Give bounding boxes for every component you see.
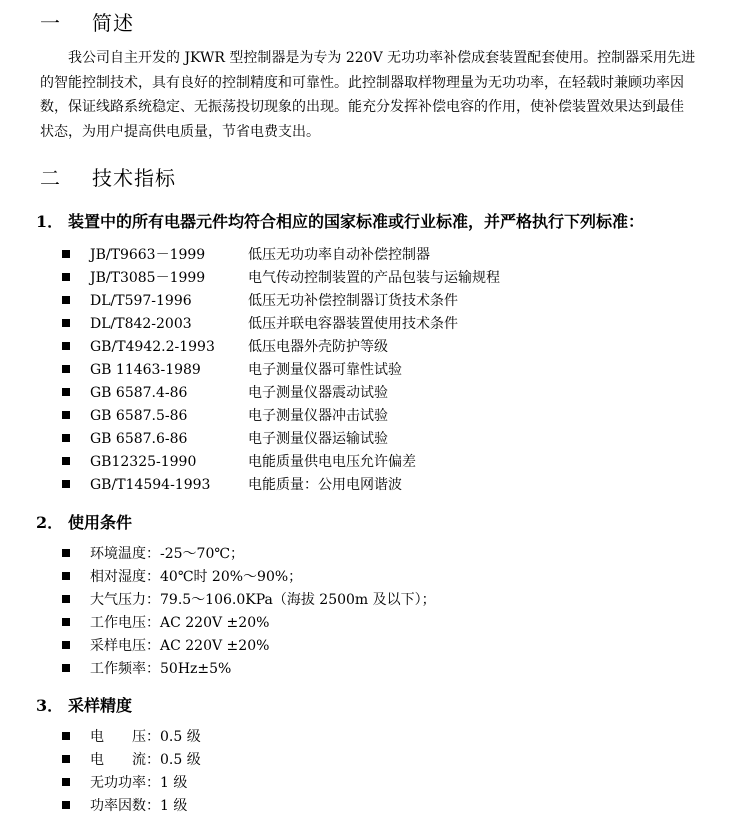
list-item [62, 337, 388, 357]
list-item [62, 406, 388, 426]
bullet-square-icon [62, 618, 70, 626]
list-item [62, 590, 436, 610]
standard-description: 电子测量仪器震动试验 [248, 385, 388, 401]
subsection-1-heading [36, 209, 644, 232]
standard-description: 低压并联电容器装置使用技术条件 [248, 316, 458, 332]
accuracy-text: 电 压：0.5 级 [90, 729, 201, 745]
condition-text: 工作频率：50Hz±5% [90, 661, 232, 677]
section-2-title: 技术指标 [92, 166, 176, 190]
intro-paragraph [40, 46, 696, 144]
list-item [62, 268, 500, 288]
list-item [62, 245, 430, 265]
subsection-3-heading [36, 693, 132, 716]
list-item [62, 750, 201, 770]
bullet-square-icon [62, 250, 70, 258]
bullet-square-icon [62, 388, 70, 396]
standard-code: DL/T842-2003 [90, 316, 192, 332]
bullet-square-icon [62, 755, 70, 763]
standard-code: GB 11463-1989 [90, 362, 201, 378]
bullet-square-icon [62, 365, 70, 373]
list-item [62, 429, 388, 449]
bullet-square-icon [62, 457, 70, 465]
standard-code: GB12325-1990 [90, 454, 197, 470]
bullet-square-icon [62, 549, 70, 557]
standard-code: GB/T4942.2-1993 [90, 339, 215, 355]
bullet-square-icon [62, 641, 70, 649]
list-item [62, 613, 269, 633]
bullet-square-icon [62, 296, 70, 304]
subsection-1-number: 1． [36, 212, 64, 231]
standard-description: 电子测量仪器冲击试验 [248, 408, 388, 424]
condition-text: 相对湿度：40℃时 20%～90%； [90, 569, 303, 585]
standard-code: GB/T14594-1993 [90, 477, 211, 493]
list-item [62, 452, 416, 472]
standard-code: DL/T597-1996 [90, 293, 192, 309]
standard-code: JB/T9663－1999 [90, 247, 206, 263]
standard-code: GB 6587.4-86 [90, 385, 188, 401]
standard-code: JB/T3085－1999 [90, 270, 206, 286]
condition-text: 采样电压：AC 220V ±20% [90, 638, 270, 654]
subsection-2-heading [36, 510, 132, 533]
bullet-square-icon [62, 319, 70, 327]
list-item [62, 291, 458, 311]
list-item [62, 475, 402, 495]
accuracy-text: 功率因数：1 级 [90, 798, 188, 814]
accuracy-text: 无功功率：1 级 [90, 775, 188, 791]
bullet-square-icon [62, 480, 70, 488]
intro-paragraph-text: 我公司自主开发的 JKWR 型控制器是为专为 220V 无功功率补偿成套装置配套使用。控制器采用先进的智能控制技术，具有良好的控制精度和可靠性。此控制器取样物理量为无功功率，在轻载时兼顾功率因数，保证线路系统稳定、无振荡投切现象的出现。能充分发挥补偿电容的作用，使补偿装置效果达到最佳状态，为用户提高供电质量，节省电费支出。 [40, 50, 696, 140]
standard-description: 电能质量供电电压允许偏差 [248, 454, 416, 470]
bullet-square-icon [62, 595, 70, 603]
condition-text: 工作电压：AC 220V ±20% [90, 615, 270, 631]
subsection-2-number: 2． [36, 513, 64, 532]
list-item [62, 314, 458, 334]
list-item [62, 636, 269, 656]
bullet-square-icon [62, 801, 70, 809]
standard-description: 电子测量仪器运输试验 [248, 431, 388, 447]
condition-text: 环境温度：-25～70℃； [90, 546, 245, 562]
bullet-square-icon [62, 411, 70, 419]
standard-description: 电气传动控制装置的产品包装与运输规程 [248, 270, 500, 286]
section-2-heading [40, 162, 176, 191]
accuracy-text: 电 流：0.5 级 [90, 752, 201, 768]
section-2-number: 二 [40, 166, 61, 190]
section-1-number: 一 [40, 11, 61, 35]
standard-description: 低压无功功率自动补偿控制器 [248, 247, 430, 263]
standard-description: 低压电器外壳防护等级 [248, 339, 388, 355]
list-item [62, 567, 302, 587]
subsection-3-number: 3． [36, 696, 64, 715]
standard-code: GB 6587.6-86 [90, 431, 188, 447]
bullet-square-icon [62, 572, 70, 580]
bullet-square-icon [62, 778, 70, 786]
list-item [62, 383, 388, 403]
list-item [62, 544, 244, 564]
bullet-square-icon [62, 434, 70, 442]
section-1-title: 简述 [92, 11, 134, 35]
list-item [62, 727, 201, 747]
bullet-square-icon [62, 342, 70, 350]
list-item [62, 659, 231, 679]
section-1-heading [40, 7, 134, 36]
list-item [62, 796, 187, 816]
standard-description: 电子测量仪器可靠性试验 [248, 362, 402, 378]
list-item [62, 360, 402, 380]
bullet-square-icon [62, 664, 70, 672]
standard-description: 低压无功补偿控制器订货技术条件 [248, 293, 458, 309]
subsection-2-title: 使用条件 [68, 513, 133, 532]
bullet-square-icon [62, 732, 70, 740]
subsection-3-title: 采样精度 [68, 696, 133, 715]
standard-description: 电能质量：公用电网谐波 [248, 477, 402, 493]
list-item [62, 773, 187, 793]
condition-text: 大气压力：79.5～106.0KPa（海拔 2500m 及以下）； [90, 592, 436, 608]
standard-code: GB 6587.5-86 [90, 408, 188, 424]
bullet-square-icon [62, 273, 70, 281]
subsection-1-title: 装置中的所有电器元件均符合相应的国家标准或行业标准，并严格执行下列标准： [68, 212, 645, 231]
